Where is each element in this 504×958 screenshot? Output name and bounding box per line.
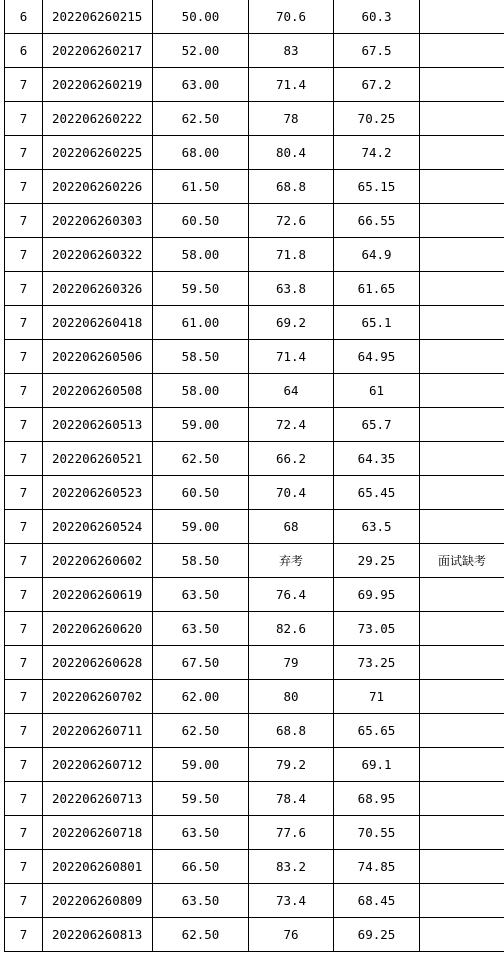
table-row xyxy=(5,136,504,170)
total-score-cell: 71 xyxy=(334,680,420,714)
group-cell: 7 xyxy=(5,782,43,816)
remark-cell xyxy=(420,306,504,340)
table-row xyxy=(5,204,504,238)
total-score-cell: 70.55 xyxy=(334,816,420,850)
interview-score-cell: 70.4 xyxy=(249,476,334,510)
group-cell: 7 xyxy=(5,68,43,102)
table-row xyxy=(5,918,504,952)
remark-cell xyxy=(420,408,504,442)
group-cell: 7 xyxy=(5,850,43,884)
remark-cell xyxy=(420,510,504,544)
group-cell: 7 xyxy=(5,748,43,782)
written-score-cell: 60.50 xyxy=(153,204,249,238)
table-row xyxy=(5,680,504,714)
interview-score-cell: 69.2 xyxy=(249,306,334,340)
total-score-cell: 29.25 xyxy=(334,544,420,578)
written-score-cell: 58.50 xyxy=(153,340,249,374)
interview-score-cell: 71.8 xyxy=(249,238,334,272)
written-score-cell: 59.00 xyxy=(153,748,249,782)
interview-score-cell: 83 xyxy=(249,34,334,68)
candidate-id-cell: 202206260712 xyxy=(43,748,153,782)
interview-score-cell: 66.2 xyxy=(249,442,334,476)
remark-cell xyxy=(420,102,504,136)
remark-cell xyxy=(420,646,504,680)
total-score-cell: 74.85 xyxy=(334,850,420,884)
candidate-id-cell: 202206260702 xyxy=(43,680,153,714)
interview-score-cell: 77.6 xyxy=(249,816,334,850)
group-cell: 7 xyxy=(5,918,43,952)
interview-score-cell: 76.4 xyxy=(249,578,334,612)
remark-cell xyxy=(420,442,504,476)
interview-score-cell: 76 xyxy=(249,918,334,952)
total-score-cell: 61.65 xyxy=(334,272,420,306)
remark-cell xyxy=(420,68,504,102)
total-score-cell: 74.2 xyxy=(334,136,420,170)
remark-cell: 面试缺考 xyxy=(420,544,504,578)
interview-score-cell: 79.2 xyxy=(249,748,334,782)
written-score-cell: 63.50 xyxy=(153,884,249,918)
written-score-cell: 60.50 xyxy=(153,476,249,510)
written-score-cell: 61.50 xyxy=(153,170,249,204)
total-score-cell: 64.95 xyxy=(334,340,420,374)
remark-cell xyxy=(420,0,504,34)
table-row xyxy=(5,272,504,306)
interview-score-cell: 68.8 xyxy=(249,170,334,204)
total-score-cell: 67.5 xyxy=(334,34,420,68)
written-score-cell: 58.50 xyxy=(153,544,249,578)
table-row xyxy=(5,578,504,612)
table-row xyxy=(5,238,504,272)
written-score-cell: 63.00 xyxy=(153,68,249,102)
total-score-cell: 64.9 xyxy=(334,238,420,272)
table-row xyxy=(5,850,504,884)
group-cell: 7 xyxy=(5,544,43,578)
table-row xyxy=(5,884,504,918)
group-cell: 7 xyxy=(5,578,43,612)
candidate-id-cell: 202206260809 xyxy=(43,884,153,918)
table-row xyxy=(5,340,504,374)
group-cell: 7 xyxy=(5,238,43,272)
table-row xyxy=(5,0,504,34)
interview-score-cell: 82.6 xyxy=(249,612,334,646)
candidate-id-cell: 202206260506 xyxy=(43,340,153,374)
table-row xyxy=(5,544,504,578)
group-cell: 7 xyxy=(5,442,43,476)
interview-score-cell: 63.8 xyxy=(249,272,334,306)
table-row xyxy=(5,408,504,442)
table-row xyxy=(5,374,504,408)
written-score-cell: 58.00 xyxy=(153,238,249,272)
table-row xyxy=(5,816,504,850)
candidate-id-cell: 202206260619 xyxy=(43,578,153,612)
total-score-cell: 65.7 xyxy=(334,408,420,442)
written-score-cell: 62.50 xyxy=(153,918,249,952)
remark-cell xyxy=(420,816,504,850)
total-score-cell: 65.65 xyxy=(334,714,420,748)
group-cell: 7 xyxy=(5,408,43,442)
candidate-id-cell: 202206260418 xyxy=(43,306,153,340)
written-score-cell: 59.50 xyxy=(153,272,249,306)
remark-cell xyxy=(420,476,504,510)
remark-cell xyxy=(420,204,504,238)
group-cell: 7 xyxy=(5,306,43,340)
interview-score-cell: 83.2 xyxy=(249,850,334,884)
remark-cell xyxy=(420,748,504,782)
table-row xyxy=(5,34,504,68)
written-score-cell: 66.50 xyxy=(153,850,249,884)
group-cell: 7 xyxy=(5,102,43,136)
table-row xyxy=(5,782,504,816)
interview-score-cell: 72.4 xyxy=(249,408,334,442)
total-score-cell: 68.95 xyxy=(334,782,420,816)
written-score-cell: 68.00 xyxy=(153,136,249,170)
candidate-id-cell: 202206260215 xyxy=(43,0,153,34)
group-cell: 7 xyxy=(5,714,43,748)
group-cell: 7 xyxy=(5,510,43,544)
total-score-cell: 73.05 xyxy=(334,612,420,646)
remark-cell xyxy=(420,136,504,170)
candidate-id-cell: 202206260713 xyxy=(43,782,153,816)
group-cell: 7 xyxy=(5,272,43,306)
table-row xyxy=(5,442,504,476)
interview-score-cell: 68.8 xyxy=(249,714,334,748)
score-table-body xyxy=(5,0,504,952)
interview-score-cell: 70.6 xyxy=(249,0,334,34)
written-score-cell: 59.50 xyxy=(153,782,249,816)
group-cell: 7 xyxy=(5,170,43,204)
remark-cell xyxy=(420,680,504,714)
remark-cell xyxy=(420,238,504,272)
candidate-id-cell: 202206260222 xyxy=(43,102,153,136)
candidate-id-cell: 202206260801 xyxy=(43,850,153,884)
written-score-cell: 52.00 xyxy=(153,34,249,68)
remark-cell xyxy=(420,714,504,748)
total-score-cell: 65.45 xyxy=(334,476,420,510)
total-score-cell: 69.95 xyxy=(334,578,420,612)
interview-score-cell: 72.6 xyxy=(249,204,334,238)
candidate-id-cell: 202206260217 xyxy=(43,34,153,68)
remark-cell xyxy=(420,612,504,646)
table-row xyxy=(5,476,504,510)
remark-cell xyxy=(420,884,504,918)
total-score-cell: 67.2 xyxy=(334,68,420,102)
written-score-cell: 62.50 xyxy=(153,102,249,136)
interview-score-cell: 78 xyxy=(249,102,334,136)
candidate-id-cell: 202206260521 xyxy=(43,442,153,476)
table-row xyxy=(5,510,504,544)
candidate-id-cell: 202206260813 xyxy=(43,918,153,952)
table-row xyxy=(5,102,504,136)
interview-score-cell: 78.4 xyxy=(249,782,334,816)
interview-score-cell: 80 xyxy=(249,680,334,714)
total-score-cell: 73.25 xyxy=(334,646,420,680)
group-cell: 7 xyxy=(5,612,43,646)
candidate-id-cell: 202206260225 xyxy=(43,136,153,170)
candidate-id-cell: 202206260602 xyxy=(43,544,153,578)
total-score-cell: 66.55 xyxy=(334,204,420,238)
written-score-cell: 61.00 xyxy=(153,306,249,340)
remark-cell xyxy=(420,34,504,68)
remark-cell xyxy=(420,782,504,816)
interview-score-cell: 71.4 xyxy=(249,340,334,374)
written-score-cell: 58.00 xyxy=(153,374,249,408)
table-row xyxy=(5,612,504,646)
candidate-id-cell: 202206260628 xyxy=(43,646,153,680)
group-cell: 7 xyxy=(5,204,43,238)
candidate-id-cell: 202206260718 xyxy=(43,816,153,850)
remark-cell xyxy=(420,918,504,952)
candidate-id-cell: 202206260711 xyxy=(43,714,153,748)
group-cell: 7 xyxy=(5,646,43,680)
total-score-cell: 61 xyxy=(334,374,420,408)
candidate-id-cell: 202206260219 xyxy=(43,68,153,102)
interview-score-cell: 80.4 xyxy=(249,136,334,170)
score-table xyxy=(4,0,504,952)
table-row xyxy=(5,714,504,748)
written-score-cell: 63.50 xyxy=(153,816,249,850)
candidate-id-cell: 202206260513 xyxy=(43,408,153,442)
total-score-cell: 60.3 xyxy=(334,0,420,34)
written-score-cell: 67.50 xyxy=(153,646,249,680)
table-row xyxy=(5,68,504,102)
candidate-id-cell: 202206260508 xyxy=(43,374,153,408)
total-score-cell: 68.45 xyxy=(334,884,420,918)
interview-score-cell: 68 xyxy=(249,510,334,544)
group-cell: 7 xyxy=(5,374,43,408)
group-cell: 7 xyxy=(5,476,43,510)
written-score-cell: 59.00 xyxy=(153,408,249,442)
candidate-id-cell: 202206260523 xyxy=(43,476,153,510)
group-cell: 6 xyxy=(5,34,43,68)
remark-cell xyxy=(420,850,504,884)
interview-score-cell: 73.4 xyxy=(249,884,334,918)
total-score-cell: 64.35 xyxy=(334,442,420,476)
candidate-id-cell: 202206260524 xyxy=(43,510,153,544)
candidate-id-cell: 202206260326 xyxy=(43,272,153,306)
total-score-cell: 63.5 xyxy=(334,510,420,544)
interview-score-cell: 71.4 xyxy=(249,68,334,102)
table-row xyxy=(5,646,504,680)
written-score-cell: 50.00 xyxy=(153,0,249,34)
written-score-cell: 63.50 xyxy=(153,612,249,646)
remark-cell xyxy=(420,340,504,374)
total-score-cell: 69.1 xyxy=(334,748,420,782)
group-cell: 7 xyxy=(5,136,43,170)
candidate-id-cell: 202206260620 xyxy=(43,612,153,646)
candidate-id-cell: 202206260226 xyxy=(43,170,153,204)
total-score-cell: 65.1 xyxy=(334,306,420,340)
table-row xyxy=(5,170,504,204)
remark-cell xyxy=(420,578,504,612)
group-cell: 7 xyxy=(5,680,43,714)
total-score-cell: 70.25 xyxy=(334,102,420,136)
written-score-cell: 62.00 xyxy=(153,680,249,714)
written-score-cell: 62.50 xyxy=(153,442,249,476)
written-score-cell: 59.00 xyxy=(153,510,249,544)
remark-cell xyxy=(420,170,504,204)
total-score-cell: 65.15 xyxy=(334,170,420,204)
table-row xyxy=(5,306,504,340)
written-score-cell: 63.50 xyxy=(153,578,249,612)
remark-cell xyxy=(420,374,504,408)
interview-score-cell: 64 xyxy=(249,374,334,408)
group-cell: 7 xyxy=(5,340,43,374)
remark-cell xyxy=(420,272,504,306)
interview-score-cell: 弃考 xyxy=(249,544,334,578)
candidate-id-cell: 202206260303 xyxy=(43,204,153,238)
total-score-cell: 69.25 xyxy=(334,918,420,952)
candidate-id-cell: 202206260322 xyxy=(43,238,153,272)
group-cell: 7 xyxy=(5,884,43,918)
interview-score-cell: 79 xyxy=(249,646,334,680)
group-cell: 6 xyxy=(5,0,43,34)
group-cell: 7 xyxy=(5,816,43,850)
table-row xyxy=(5,748,504,782)
written-score-cell: 62.50 xyxy=(153,714,249,748)
